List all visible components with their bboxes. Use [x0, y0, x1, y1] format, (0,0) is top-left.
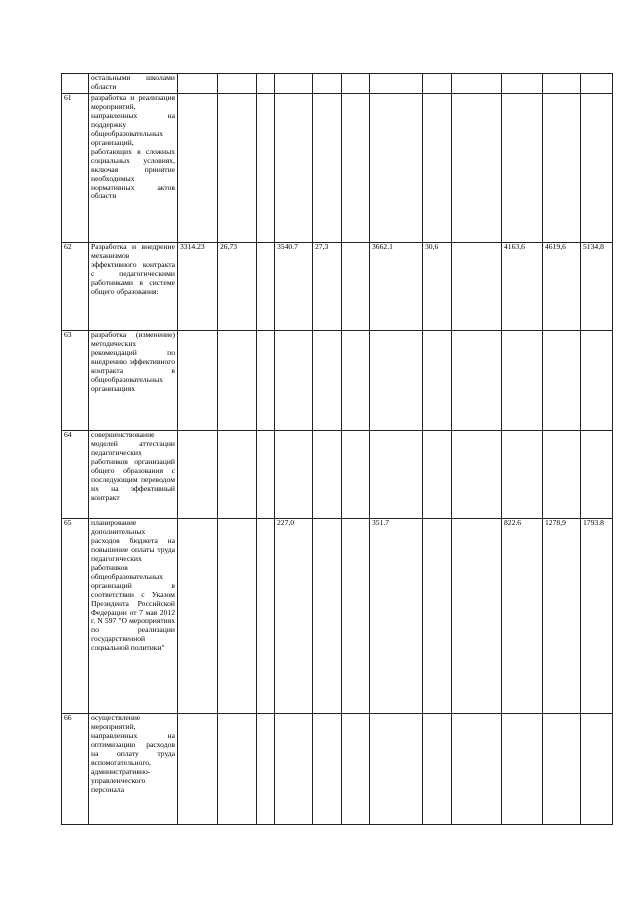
value-cell: [543, 431, 581, 519]
value-cell: [178, 74, 218, 94]
value-cell: [257, 243, 275, 331]
value-cell: [275, 74, 313, 94]
value-cell: [370, 714, 423, 825]
value-cell: [257, 431, 275, 519]
value-cell: [581, 714, 613, 825]
value-cell: [543, 74, 581, 94]
value-cell: [502, 74, 543, 94]
value-cell: 3314.23: [178, 243, 218, 331]
table-row: [62, 331, 613, 431]
value-cell: [502, 331, 543, 431]
value-cell: [178, 431, 218, 519]
table-row: [62, 94, 613, 243]
value-cell: [452, 431, 502, 519]
value-cell: [313, 74, 342, 94]
row-description: остальными школами области: [89, 74, 178, 94]
value-cell: [452, 243, 502, 331]
value-cell: 4163,6: [502, 243, 543, 331]
value-cell: [370, 331, 423, 431]
row-description: осуществление мероприятий, направленных на оптимизацию расходов на оплату труда вспомогательного, административно-управленческого персонала: [89, 714, 178, 825]
value-cell: [543, 94, 581, 243]
row-number: 61: [62, 94, 89, 243]
value-cell: [581, 431, 613, 519]
value-cell: [342, 243, 370, 331]
value-cell: [257, 714, 275, 825]
table-row: [62, 714, 613, 825]
value-cell: [502, 94, 543, 243]
value-cell: [423, 331, 452, 431]
value-cell: [370, 94, 423, 243]
value-cell: [342, 331, 370, 431]
value-cell: [423, 74, 452, 94]
table-row: [62, 74, 613, 94]
table-row: [62, 243, 613, 331]
table-row: [62, 431, 613, 519]
value-cell: [313, 331, 342, 431]
value-cell: [275, 431, 313, 519]
value-cell: [257, 94, 275, 243]
value-cell: [275, 714, 313, 825]
value-cell: [257, 331, 275, 431]
value-cell: [275, 94, 313, 243]
value-cell: 1793.8: [581, 519, 613, 714]
value-cell: [218, 331, 257, 431]
value-cell: [370, 74, 423, 94]
value-cell: [452, 74, 502, 94]
value-cell: [581, 331, 613, 431]
value-cell: 822.6: [502, 519, 543, 714]
value-cell: [502, 714, 543, 825]
value-cell: [313, 431, 342, 519]
row-description: планирование дополнительных расходов бюджета на повышение оплаты труда педагогических работников общеобразовательных организаций в соответствии с Указом Президента Российской Федерации от 7 мая 2012 г. N 597 "О мероприятиях по реализации государственной социальной политики": [89, 519, 178, 714]
value-cell: [218, 94, 257, 243]
value-cell: 5134,8: [581, 243, 613, 331]
value-cell: [452, 331, 502, 431]
value-cell: [178, 94, 218, 243]
value-cell: [423, 714, 452, 825]
value-cell: [178, 331, 218, 431]
value-cell: [275, 331, 313, 431]
value-cell: 3662.1: [370, 243, 423, 331]
value-cell: 1278,9: [543, 519, 581, 714]
value-cell: [313, 519, 342, 714]
row-description: совершенствование моделей аттестации педагогических работников организаций общего образования с последующим переводом их на эффективный контракт: [89, 431, 178, 519]
row-description: разработка (изменение) методических рекомендаций по внедрению эффективного контракта в общеобразовательных организациях: [89, 331, 178, 431]
value-cell: [257, 74, 275, 94]
value-cell: [452, 94, 502, 243]
value-cell: [581, 94, 613, 243]
value-cell: 4619,6: [543, 243, 581, 331]
value-cell: [218, 74, 257, 94]
table-body: [62, 74, 613, 825]
value-cell: [581, 74, 613, 94]
row-number: [62, 74, 89, 94]
table-row: [62, 519, 613, 714]
value-cell: 351.7: [370, 519, 423, 714]
row-description: разработка и реализация мероприятий, направленных на поддержку общеобразовательных организаций, работающих в сложных социальных условиях, включая принятие необходимых нормативных актов области: [89, 94, 178, 243]
value-cell: [423, 431, 452, 519]
value-cell: [342, 94, 370, 243]
value-cell: [452, 519, 502, 714]
value-cell: [370, 431, 423, 519]
row-number: 64: [62, 431, 89, 519]
value-cell: 227,0: [275, 519, 313, 714]
value-cell: [502, 431, 543, 519]
value-cell: 27,3: [313, 243, 342, 331]
value-cell: [257, 519, 275, 714]
value-cell: [342, 714, 370, 825]
row-number: 63: [62, 331, 89, 431]
value-cell: [218, 431, 257, 519]
value-cell: [313, 714, 342, 825]
value-cell: [218, 714, 257, 825]
value-cell: [178, 714, 218, 825]
value-cell: [313, 94, 342, 243]
value-cell: [178, 519, 218, 714]
value-cell: 26,73: [218, 243, 257, 331]
value-cell: [452, 714, 502, 825]
row-description: Разработка и внедрение механизмов эффективного контракта с педагогическими работниками в системе общего образования:: [89, 243, 178, 331]
value-cell: [423, 519, 452, 714]
row-number: 66: [62, 714, 89, 825]
value-cell: [342, 519, 370, 714]
row-number: 65: [62, 519, 89, 714]
value-cell: [218, 519, 257, 714]
value-cell: 30,6: [423, 243, 452, 331]
value-cell: [543, 714, 581, 825]
value-cell: [342, 431, 370, 519]
row-number: 62: [62, 243, 89, 331]
value-cell: [543, 331, 581, 431]
value-cell: [423, 94, 452, 243]
value-cell: [342, 74, 370, 94]
document-table: [61, 73, 613, 825]
value-cell: 3540.7: [275, 243, 313, 331]
